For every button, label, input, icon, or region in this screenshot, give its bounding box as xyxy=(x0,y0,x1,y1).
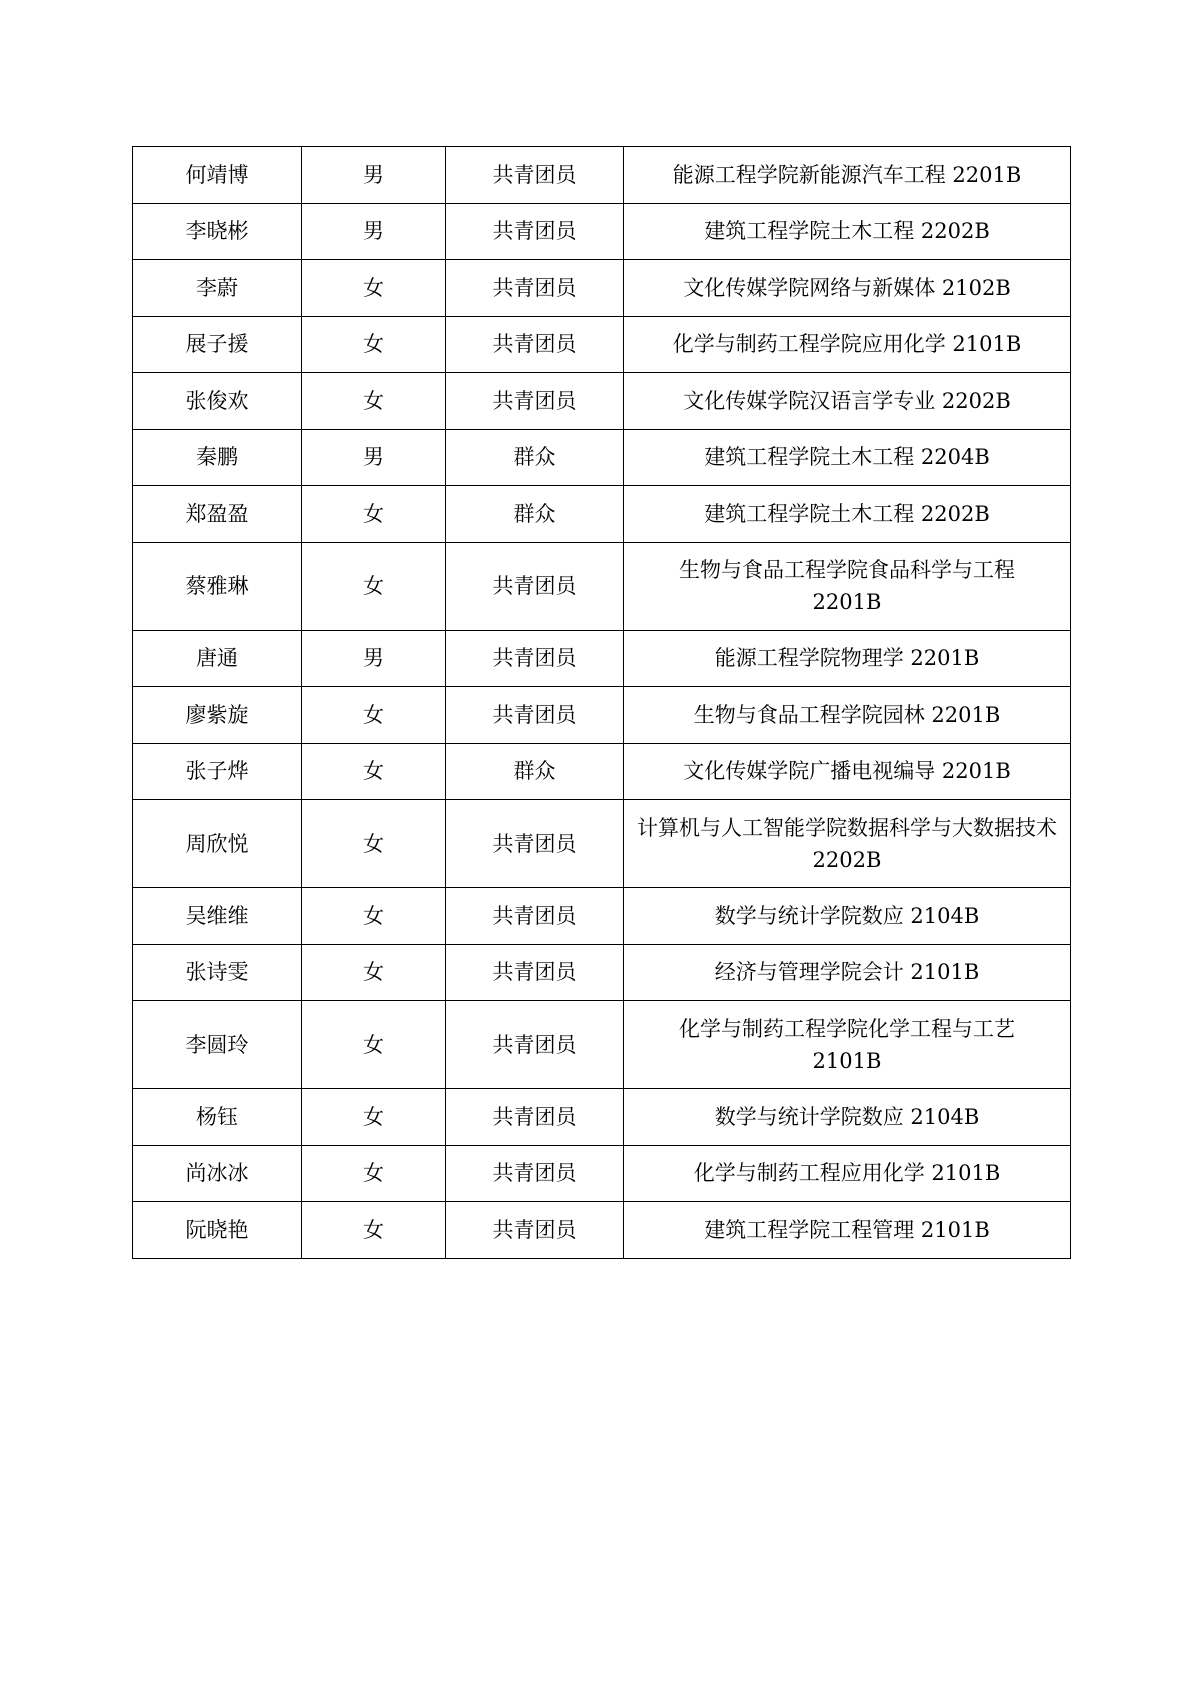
political-status-cell: 共青团员 xyxy=(446,944,624,1001)
political-status-cell: 共青团员 xyxy=(446,800,624,888)
political-status-cell: 共青团员 xyxy=(446,316,624,373)
class-cell: 化学与制药工程学院应用化学 2101B xyxy=(624,316,1071,373)
class-cell: 建筑工程学院工程管理 2101B xyxy=(624,1202,1071,1259)
political-status-cell: 共青团员 xyxy=(446,203,624,260)
table-row xyxy=(133,373,1071,430)
gender-cell: 女 xyxy=(302,1145,446,1202)
table-row xyxy=(133,888,1071,945)
gender-cell: 男 xyxy=(302,147,446,204)
table-row xyxy=(133,147,1071,204)
name-cell: 李蔚 xyxy=(133,260,302,317)
class-cell: 文化传媒学院广播电视编导 2201B xyxy=(624,743,1071,800)
table-row xyxy=(133,1202,1071,1259)
gender-cell: 女 xyxy=(302,542,446,630)
table-row xyxy=(133,1089,1071,1146)
name-cell: 阮晓艳 xyxy=(133,1202,302,1259)
political-status-cell: 共青团员 xyxy=(446,888,624,945)
gender-cell: 男 xyxy=(302,203,446,260)
political-status-cell: 共青团员 xyxy=(446,1202,624,1259)
name-cell: 李晓彬 xyxy=(133,203,302,260)
gender-cell: 女 xyxy=(302,888,446,945)
gender-cell: 女 xyxy=(302,486,446,543)
name-cell: 张诗雯 xyxy=(133,944,302,1001)
name-cell: 张子烨 xyxy=(133,743,302,800)
class-cell: 文化传媒学院网络与新媒体 2102B xyxy=(624,260,1071,317)
name-cell: 何靖博 xyxy=(133,147,302,204)
gender-cell: 女 xyxy=(302,800,446,888)
name-cell: 廖紫旋 xyxy=(133,687,302,744)
name-cell: 尚冰冰 xyxy=(133,1145,302,1202)
political-status-cell: 群众 xyxy=(446,429,624,486)
roster-table-body xyxy=(133,147,1071,1259)
class-cell: 数学与统计学院数应 2104B xyxy=(624,888,1071,945)
name-cell: 秦鹏 xyxy=(133,429,302,486)
table-row xyxy=(133,1145,1071,1202)
gender-cell: 女 xyxy=(302,687,446,744)
name-cell: 周欣悦 xyxy=(133,800,302,888)
table-row xyxy=(133,630,1071,687)
class-cell: 建筑工程学院土木工程 2202B xyxy=(624,203,1071,260)
table-row xyxy=(133,486,1071,543)
gender-cell: 女 xyxy=(302,316,446,373)
table-row xyxy=(133,687,1071,744)
name-cell: 李圆玲 xyxy=(133,1001,302,1089)
name-cell: 唐通 xyxy=(133,630,302,687)
table-row xyxy=(133,260,1071,317)
table-row xyxy=(133,743,1071,800)
political-status-cell: 共青团员 xyxy=(446,1089,624,1146)
political-status-cell: 共青团员 xyxy=(446,1145,624,1202)
political-status-cell: 共青团员 xyxy=(446,630,624,687)
class-cell: 建筑工程学院土木工程 2202B xyxy=(624,486,1071,543)
political-status-cell: 共青团员 xyxy=(446,1001,624,1089)
political-status-cell: 共青团员 xyxy=(446,687,624,744)
political-status-cell: 共青团员 xyxy=(446,260,624,317)
political-status-cell: 共青团员 xyxy=(446,373,624,430)
table-row xyxy=(133,203,1071,260)
gender-cell: 女 xyxy=(302,1089,446,1146)
table-row xyxy=(133,1001,1071,1089)
political-status-cell: 群众 xyxy=(446,486,624,543)
name-cell: 张俊欢 xyxy=(133,373,302,430)
table-row xyxy=(133,542,1071,630)
name-cell: 杨钰 xyxy=(133,1089,302,1146)
class-cell: 生物与食品工程学院园林 2201B xyxy=(624,687,1071,744)
name-cell: 蔡雅琳 xyxy=(133,542,302,630)
name-cell: 吴维维 xyxy=(133,888,302,945)
gender-cell: 男 xyxy=(302,630,446,687)
class-cell: 化学与制药工程学院化学工程与工艺 2101B xyxy=(624,1001,1071,1089)
table-row xyxy=(133,429,1071,486)
class-cell: 数学与统计学院数应 2104B xyxy=(624,1089,1071,1146)
gender-cell: 女 xyxy=(302,373,446,430)
table-row xyxy=(133,800,1071,888)
name-cell: 郑盈盈 xyxy=(133,486,302,543)
student-roster-table xyxy=(132,146,1071,1259)
gender-cell: 女 xyxy=(302,1001,446,1089)
gender-cell: 男 xyxy=(302,429,446,486)
gender-cell: 女 xyxy=(302,1202,446,1259)
political-status-cell: 共青团员 xyxy=(446,542,624,630)
class-cell: 能源工程学院物理学 2201B xyxy=(624,630,1071,687)
name-cell: 展子援 xyxy=(133,316,302,373)
political-status-cell: 群众 xyxy=(446,743,624,800)
class-cell: 生物与食品工程学院食品科学与工程 2201B xyxy=(624,542,1071,630)
table-row xyxy=(133,316,1071,373)
class-cell: 建筑工程学院土木工程 2204B xyxy=(624,429,1071,486)
table-row xyxy=(133,944,1071,1001)
class-cell: 计算机与人工智能学院数据科学与大数据技术 2202B xyxy=(624,800,1071,888)
political-status-cell: 共青团员 xyxy=(446,147,624,204)
class-cell: 化学与制药工程应用化学 2101B xyxy=(624,1145,1071,1202)
class-cell: 经济与管理学院会计 2101B xyxy=(624,944,1071,1001)
class-cell: 文化传媒学院汉语言学专业 2202B xyxy=(624,373,1071,430)
gender-cell: 女 xyxy=(302,260,446,317)
gender-cell: 女 xyxy=(302,743,446,800)
class-cell: 能源工程学院新能源汽车工程 2201B xyxy=(624,147,1071,204)
gender-cell: 女 xyxy=(302,944,446,1001)
